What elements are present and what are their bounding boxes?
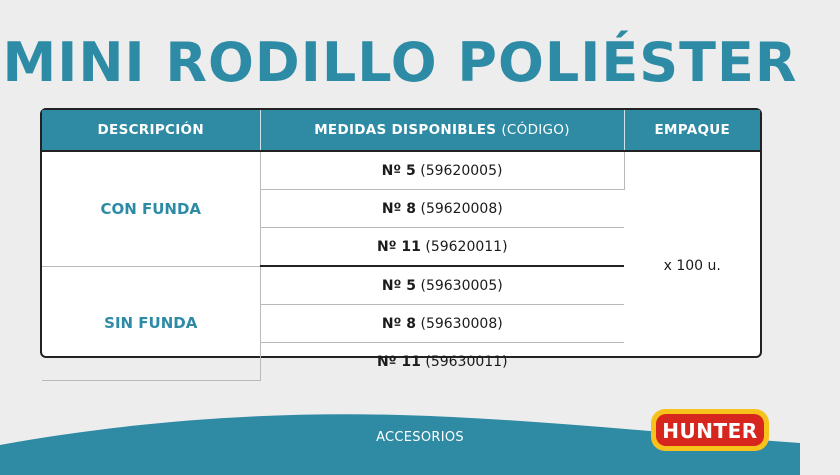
product-code: (59620008) — [420, 200, 503, 217]
empaque-value: x 100 u. — [663, 258, 721, 274]
size-number: Nº 11 — [376, 238, 421, 255]
product-code: (59630005) — [420, 277, 503, 294]
product-code: (59630011) — [425, 353, 508, 370]
header-medidas — [260, 110, 624, 151]
header-medidas-suffix: (CÓDIGO) — [501, 122, 570, 138]
size-number: Nº 8 — [381, 315, 417, 332]
size-number: Nº 8 — [381, 200, 417, 217]
size-cell — [260, 266, 624, 305]
size-cell — [260, 151, 624, 190]
table-row — [42, 151, 760, 190]
size-number: Nº 5 — [381, 162, 416, 179]
product-code: (59620005) — [420, 162, 503, 179]
size-cell — [260, 228, 624, 267]
footer-label: ACCESORIOS — [376, 430, 464, 445]
header-descripcion: DESCRIPCIÓN — [42, 110, 260, 151]
product-table — [40, 108, 762, 370]
product-code: (59630008) — [420, 315, 503, 332]
svg-text:HUNTER: HUNTER — [662, 419, 758, 443]
page-title: MINI RODILLO POLIÉSTER — [2, 31, 798, 94]
size-number: Nº 11 — [376, 353, 421, 370]
header-empaque: EMPAQUE — [624, 110, 760, 151]
product-code: (59620011) — [425, 238, 508, 255]
table-header-row — [42, 110, 760, 151]
group-label-con-funda: CON FUNDA — [42, 151, 260, 266]
header-medidas-label: MEDIDAS DISPONIBLES — [314, 122, 497, 138]
size-cell — [260, 190, 624, 228]
hunter-logo — [648, 406, 772, 454]
size-cell — [260, 343, 624, 381]
group-label-sin-funda: SIN FUNDA — [42, 266, 260, 380]
size-cell — [260, 305, 624, 343]
size-number: Nº 5 — [381, 277, 417, 294]
